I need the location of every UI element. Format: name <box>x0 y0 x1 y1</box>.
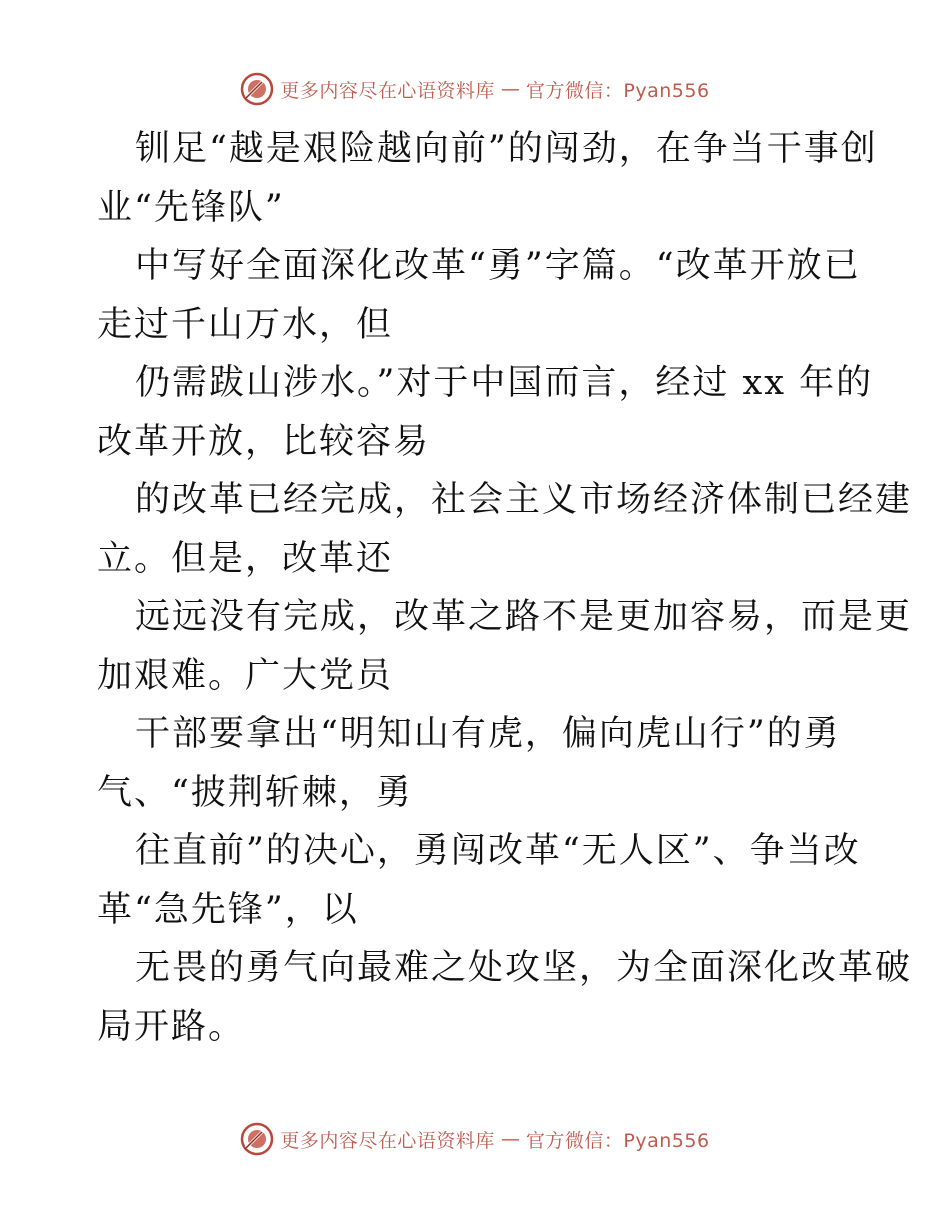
header-watermark <box>0 72 950 106</box>
seal-logo-icon <box>240 1122 274 1156</box>
watermark-separator: — <box>500 78 520 100</box>
paragraph-line: 中写好全面深化改革“勇”字篇。“改革开放已 <box>135 246 861 286</box>
footer-watermark <box>0 1122 950 1156</box>
document-body <box>97 120 913 1056</box>
paragraph-line: 加艰难。广大党员 <box>97 655 394 696</box>
paragraph-line: 局开路。 <box>97 1006 246 1047</box>
paragraph-line: 革“急先锋”，以 <box>97 889 359 930</box>
paragraph-line: 仍需跋山涉水。”对于中国而言，经过 xx 年的 <box>135 363 874 403</box>
paragraph-line: 干部要拿出“明知山有虎，偏向虎山行”的勇 <box>135 714 841 754</box>
paragraph-line: 改革开放，比较容易 <box>97 421 431 462</box>
watermark-text: 更多内容尽在心语资料库 <box>280 1129 495 1152</box>
watermark-text: 更多内容尽在心语资料库 <box>280 79 495 102</box>
paragraph-line: 钏足“越是艰险越向前”的闯劲，在争当干事创 <box>135 129 878 169</box>
watermark-wechat: 官方微信：Pyan556 <box>525 1129 710 1152</box>
watermark-separator: — <box>500 1128 520 1150</box>
paragraph-line: 远远没有完成，改革之路不是更加容易，而是更 <box>135 597 913 637</box>
paragraph-line: 业“先锋队” <box>97 187 285 228</box>
paragraph-line: 的改革已经完成，社会主义市场经济体制已经建 <box>135 480 913 520</box>
paragraph-line: 无畏的勇气向最难之处攻坚，为全面深化改革破 <box>135 948 913 988</box>
paragraph-line: 往直前”的决心，勇闯改革“无人区”、争当改 <box>135 831 861 871</box>
seal-logo-icon <box>240 72 274 106</box>
watermark-wechat: 官方微信：Pyan556 <box>525 79 710 102</box>
paragraph-line: 走过千山万水，但 <box>97 304 394 345</box>
paragraph-line: 气、“披荆斩棘，勇 <box>97 772 413 813</box>
paragraph-line: 立。但是，改革还 <box>97 538 394 579</box>
